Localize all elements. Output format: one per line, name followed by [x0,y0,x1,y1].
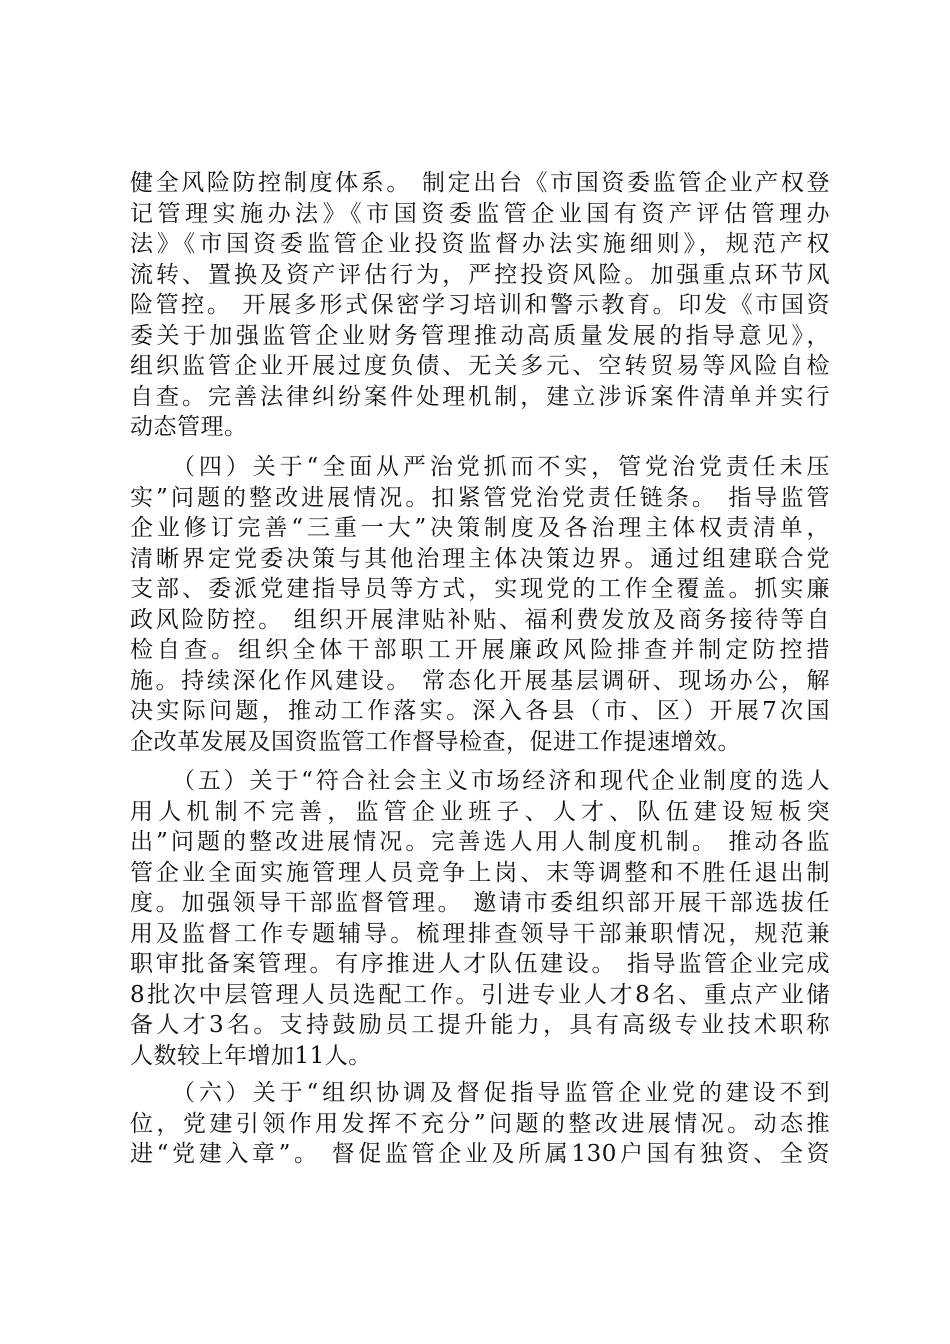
text-line: 决实际问题，推动工作落实。深入各县（市、区）开展7次国 [130,698,830,724]
text-line: 管企业全面实施管理人员竞争上岗、末等调整和不胜任退出制 [130,859,830,886]
text-line: 用及监督工作专题辅导。梳理排查领导干部兼职情况，规范兼 [130,920,830,947]
text-line: 用人机制不完善，监管企业班子、人才、队伍建设短板突 [130,798,830,825]
text-line: 流转、置换及资产评估行为，严控投资风险。加强重点环节风 [130,261,830,288]
paragraph-section-five [130,766,830,1071]
text-line: 险管控。 开展多形式保密学习培训和警示教育。印发《市国资 [130,292,830,318]
text-line: 委关于加强监管企业财务管理推动高质量发展的指导意见》， [130,322,830,349]
text-line: 组织监管企业开展过度负债、无关多元、空转贸易等风险自检 [130,353,830,379]
text-line: 施。持续深化作风建设。 常态化开展基层调研、现场办公，解 [130,667,830,694]
section-heading-line: （四）关于“全面从严治党抓而不实，管党治党责任未压 [172,454,830,480]
text-line: 职审批备案管理。有序推进人才队伍建设。 指导监管企业完成 [130,951,830,977]
text-line: 实”问题的整改进展情况。扣紧管党治党责任链条。 指导监管 [130,484,830,511]
text-line: 度。加强领导干部监督管理。 邀请市委组织部开展干部选拔任 [130,890,830,916]
section-heading-line: （五）关于“符合社会主义市场经济和现代企业制度的选人 [172,768,830,794]
text-line: 自查。完善法律纠纷案件处理机制，建立涉诉案件清单并实行 [130,383,830,410]
section-heading-line: （六）关于“组织协调及督促指导监管企业党的建设不到 [172,1080,830,1106]
paragraph-risk-control [130,168,830,443]
text-line: 企业修订完善“三重一大”决策制度及各治理主体权责清单， [130,515,830,541]
text-line: 健全风险防控制度体系。 制定出台《市国资委监管企业产权登 [130,170,830,196]
text-line: 备人才3名。支持鼓励员工提升能力，具有高级专业技术职称 [130,1012,830,1038]
text-line: 位，党建引领作用发挥不充分”问题的整改进展情况。动态推 [130,1110,830,1137]
text-line: 进“党建入章”。 督促监管企业及所属130户国有独资、全资 [130,1141,830,1167]
text-line: 政风险防控。 组织开展津贴补贴、福利费发放及商务接待等自 [130,606,830,633]
text-line: 清晰界定党委决策与其他治理主体决策边界。通过组建联合党 [130,545,830,572]
text-line: 企改革发展及国资监管工作督导检查，促进工作提速增效。 [130,728,741,755]
text-line: 8批次中层管理人员选配工作。引进专业人才8名、重点产业储 [130,981,830,1008]
text-line: 检自查。组织全体干部职工开展廉政风险排查并制定防控措 [130,637,830,663]
text-line: 记管理实施办法》《市国资委监管企业国有资产评估管理办 [130,200,830,227]
paragraph-section-six [130,1078,830,1170]
text-line: 支部、委派党建指导员等方式，实现党的工作全覆盖。抓实廉 [130,576,830,602]
text-line: 动态管理。 [130,414,248,440]
text-line: 人数较上年增加11人。 [130,1042,372,1069]
text-line: 出”问题的整改进展情况。完善选人用人制度机制。 推动各监 [130,829,830,855]
text-line: 法》《市国资委监管企业投资监督办法实施细则》，规范产权 [130,231,830,257]
paragraph-section-four [130,452,830,757]
